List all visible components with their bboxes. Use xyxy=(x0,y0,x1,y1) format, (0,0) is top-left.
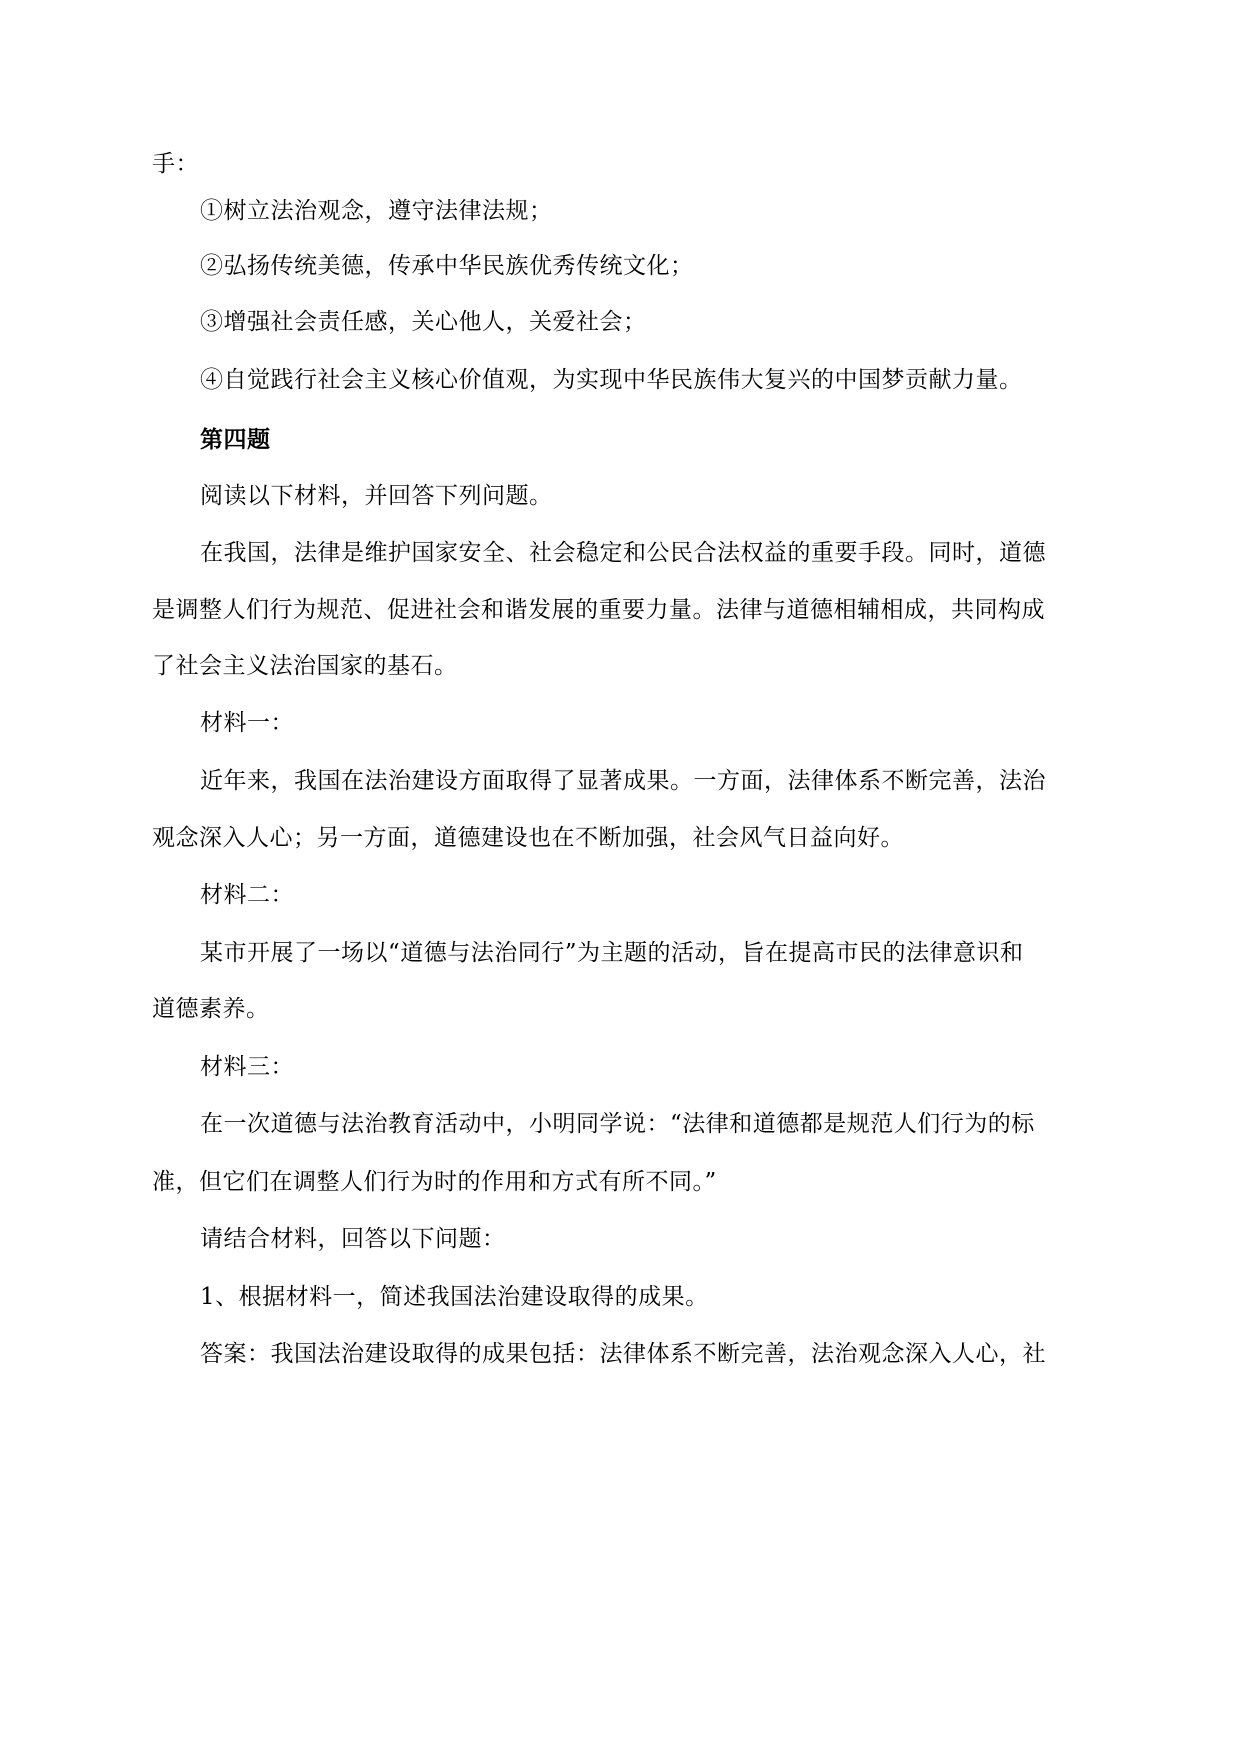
text-line: 手： xyxy=(152,151,199,177)
question-item: 1、根据材料一，简述我国法治建设取得的成果。 xyxy=(200,1284,709,1310)
section-heading: 第四题 xyxy=(200,426,271,453)
text-line: 准，但它们在调整人们行为时的作用和方式有所不同。” xyxy=(152,1169,717,1195)
list-item: ③增强社会责任感，关心他人，关爱社会； xyxy=(200,309,647,335)
material-label: 材料三： xyxy=(200,1054,294,1080)
text-line: 近年来，我国在法治建设方面取得了显著成果。一方面，法律体系不断完善，法治 xyxy=(200,768,1046,794)
text-line: 在一次道德与法治教育活动中，小明同学说：“法律和道德都是规范人们行为的标 xyxy=(200,1111,1035,1137)
text-line: 某市开展了一场以“道德与法治同行”为主题的活动，旨在提高市民的法律意识和 xyxy=(200,940,1024,966)
list-item: ④自觉践行社会主义核心价值观，为实现中华民族伟大复兴的中国梦贡献力量。 xyxy=(200,367,1023,393)
text-line: 观念深入人心；另一方面，道德建设也在不断加强，社会风气日益向好。 xyxy=(152,825,904,851)
list-item: ②弘扬传统美德，传承中华民族优秀传统文化； xyxy=(200,253,694,279)
text-line: 阅读以下材料，并回答下列问题。 xyxy=(200,483,553,509)
material-label: 材料二： xyxy=(200,882,294,908)
text-line: 道德素养。 xyxy=(152,996,270,1022)
question-prompt: 请结合材料，回答以下问题： xyxy=(200,1226,506,1252)
material-label: 材料一： xyxy=(200,710,294,736)
list-item: ①树立法治观念，遵守法律法规； xyxy=(200,198,553,224)
text-line: 是调整人们行为规范、促进社会和谐发展的重要力量。法律与道德相辅相成，共同构成 xyxy=(152,597,1045,623)
answer-text: 答案：我国法治建设取得的成果包括：法律体系不断完善，法治观念深入人心，社 xyxy=(200,1341,1046,1367)
text-line: 在我国，法律是维护国家安全、社会稳定和公民合法权益的重要手段。同时，道德 xyxy=(200,540,1046,566)
text-line: 了社会主义法治国家的基石。 xyxy=(152,653,458,679)
